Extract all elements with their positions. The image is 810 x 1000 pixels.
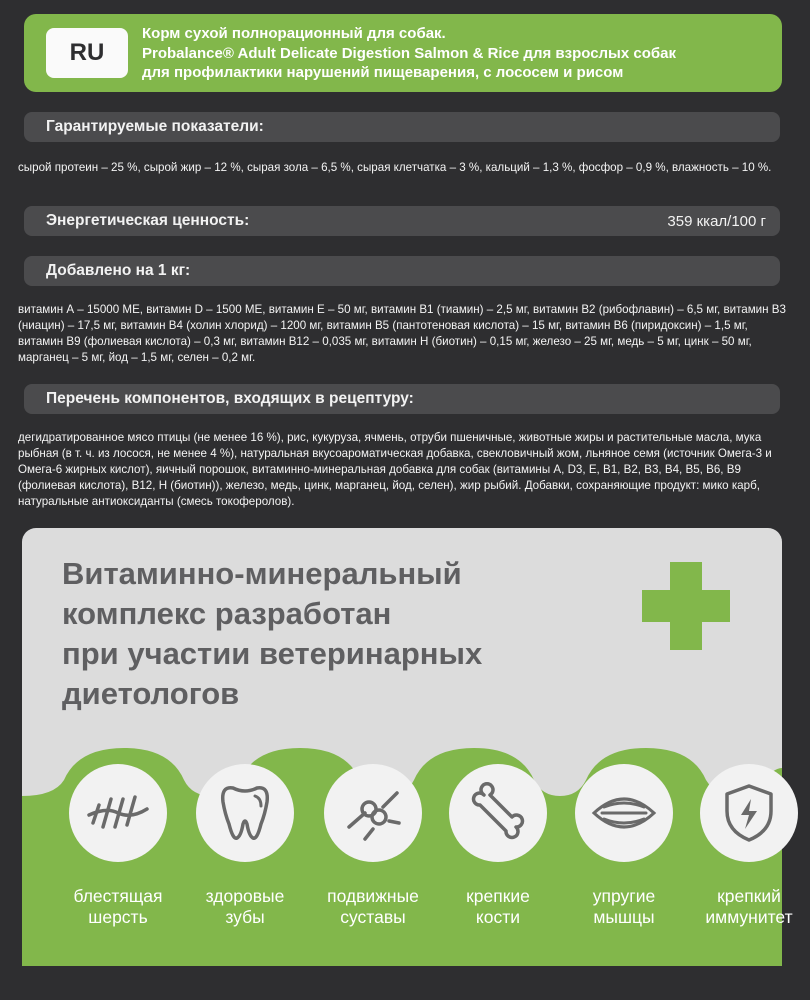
added-section-header: [24, 256, 780, 286]
energy-title: Энергетическая ценность:: [46, 212, 250, 229]
feature-strong-immunity: [688, 764, 810, 928]
feature-label-line-1: крепкие: [466, 886, 530, 906]
energy-value: 359 ккал/100 г: [667, 212, 766, 230]
shield-icon: [723, 783, 775, 843]
card-headline-line-3: при участии ветеринарных: [62, 636, 483, 671]
bone-icon: [468, 783, 528, 843]
feature-label-line-2: мышцы: [593, 907, 655, 927]
feature-shiny-coat: [57, 764, 179, 928]
product-title-line-1: Корм сухой полнорационный для собак.: [142, 25, 446, 42]
feature-label-line-2: суставы: [340, 907, 406, 927]
joint-icon: [343, 783, 403, 843]
product-title-line-2: Probalance® Adult Delicate Digestion Salmon & Rice для взрослых собак: [142, 44, 677, 62]
feature-label-line-2: иммунитет: [705, 907, 793, 927]
components-title: Перечень компонентов, входящих в рецептуру:: [46, 390, 414, 407]
energy-section-header: [24, 206, 780, 236]
fur-icon: [87, 793, 149, 833]
added-title: Добавлено на 1 кг:: [46, 262, 191, 279]
feature-label-line-2: зубы: [225, 907, 265, 927]
card-headline-line-2: комплекс разработан: [62, 596, 392, 631]
language-badge: RU: [46, 28, 128, 78]
feature-healthy-teeth: [184, 764, 306, 928]
feature-label-line-1: упругие: [592, 886, 656, 906]
vitamin-complex-card: [22, 528, 793, 966]
feature-label-line-1: подвижные: [327, 886, 419, 906]
product-title-line-3: для профилактики нарушений пищеварения, с лососем и рисом: [142, 64, 624, 81]
components-text: дегидратированное мясо птицы (не менее 16 %), рис, кукуруза, ячмень, отруби пшеничные, животные жиры и растительные масла, мука рыбная (в т. ч. из лосося, не менее 4 %), натуральная вкусоароматическая добавка, свекловичный жом, льняное семя (источник Омега-3 и Омега-6 жирных кислот), яичный порошок, витаминно-минеральная добавка для собак (витамины А, D3, Е, В1, В2, В3, В4, В5, В6, В9 (фолиевая кислота), В12, Н (биотин)), железо, медь, цинк, марганец, йод, селен), жир рыбий. Добавки, сохраняющие продукт: мико карб, натуральные антиоксиданты (смесь токоферолов).: [18, 431, 772, 508]
feature-mobile-joints: [312, 764, 434, 928]
guaranteed-section-header: [24, 112, 780, 142]
feature-label-line-1: блестящая: [73, 886, 163, 906]
plus-icon: [638, 558, 734, 654]
feature-label-line-2: кости: [475, 907, 521, 927]
header-banner: [24, 14, 782, 92]
tooth-icon: [219, 784, 271, 842]
feature-elastic-muscles: [563, 764, 685, 928]
card-headline-line-4: диетологов: [62, 676, 240, 711]
card-headline: [62, 554, 582, 714]
product-title: [142, 24, 772, 83]
feature-label-line-1: здоровые: [205, 886, 285, 906]
added-text: витамин А – 15000 МЕ, витамин D – 1500 МЕ, витамин Е – 50 мг, витамин В1 (тиамин) – 2,5 мг, витамин В2 (рибофлавин) – 6,5 мг, витамин В3 (ниацин) – 17,5 мг, витамин В4 (холин хлорид) – 1200 мг, витамин В5 (пантотеновая кислота) – 15 мг, витамин В6 (пиридоксин) – 1,5 мг, витамин В9 (фолиевая кислота) – 0,3 мг, витамин В12 – 0,035 мг, витамин Н (биотин) – 0,15 мг, железо – 25 мг, медь – 5 мг, цинк – 50 мг, марганец – 5 мг, йод – 1,5 мг, селен – 0,2 мг.: [18, 303, 786, 364]
guaranteed-title: Гарантируемые показатели:: [46, 118, 264, 135]
card-headline-line-1: Витаминно-минеральный: [62, 556, 462, 591]
guaranteed-text: сырой протеин – 25 %, сырой жир – 12 %, сырая зола – 6,5 %, сырая клетчатка – 3 %, кальций – 1,3 %, фосфор – 0,9 %, влажность – 10 %.: [18, 161, 772, 174]
feature-label-line-1: крепкий: [717, 886, 781, 906]
feature-label-line-2: шерсть: [88, 907, 148, 927]
feature-strong-bones: [437, 764, 559, 928]
components-section-header: [24, 384, 780, 414]
muscle-icon: [592, 791, 656, 835]
